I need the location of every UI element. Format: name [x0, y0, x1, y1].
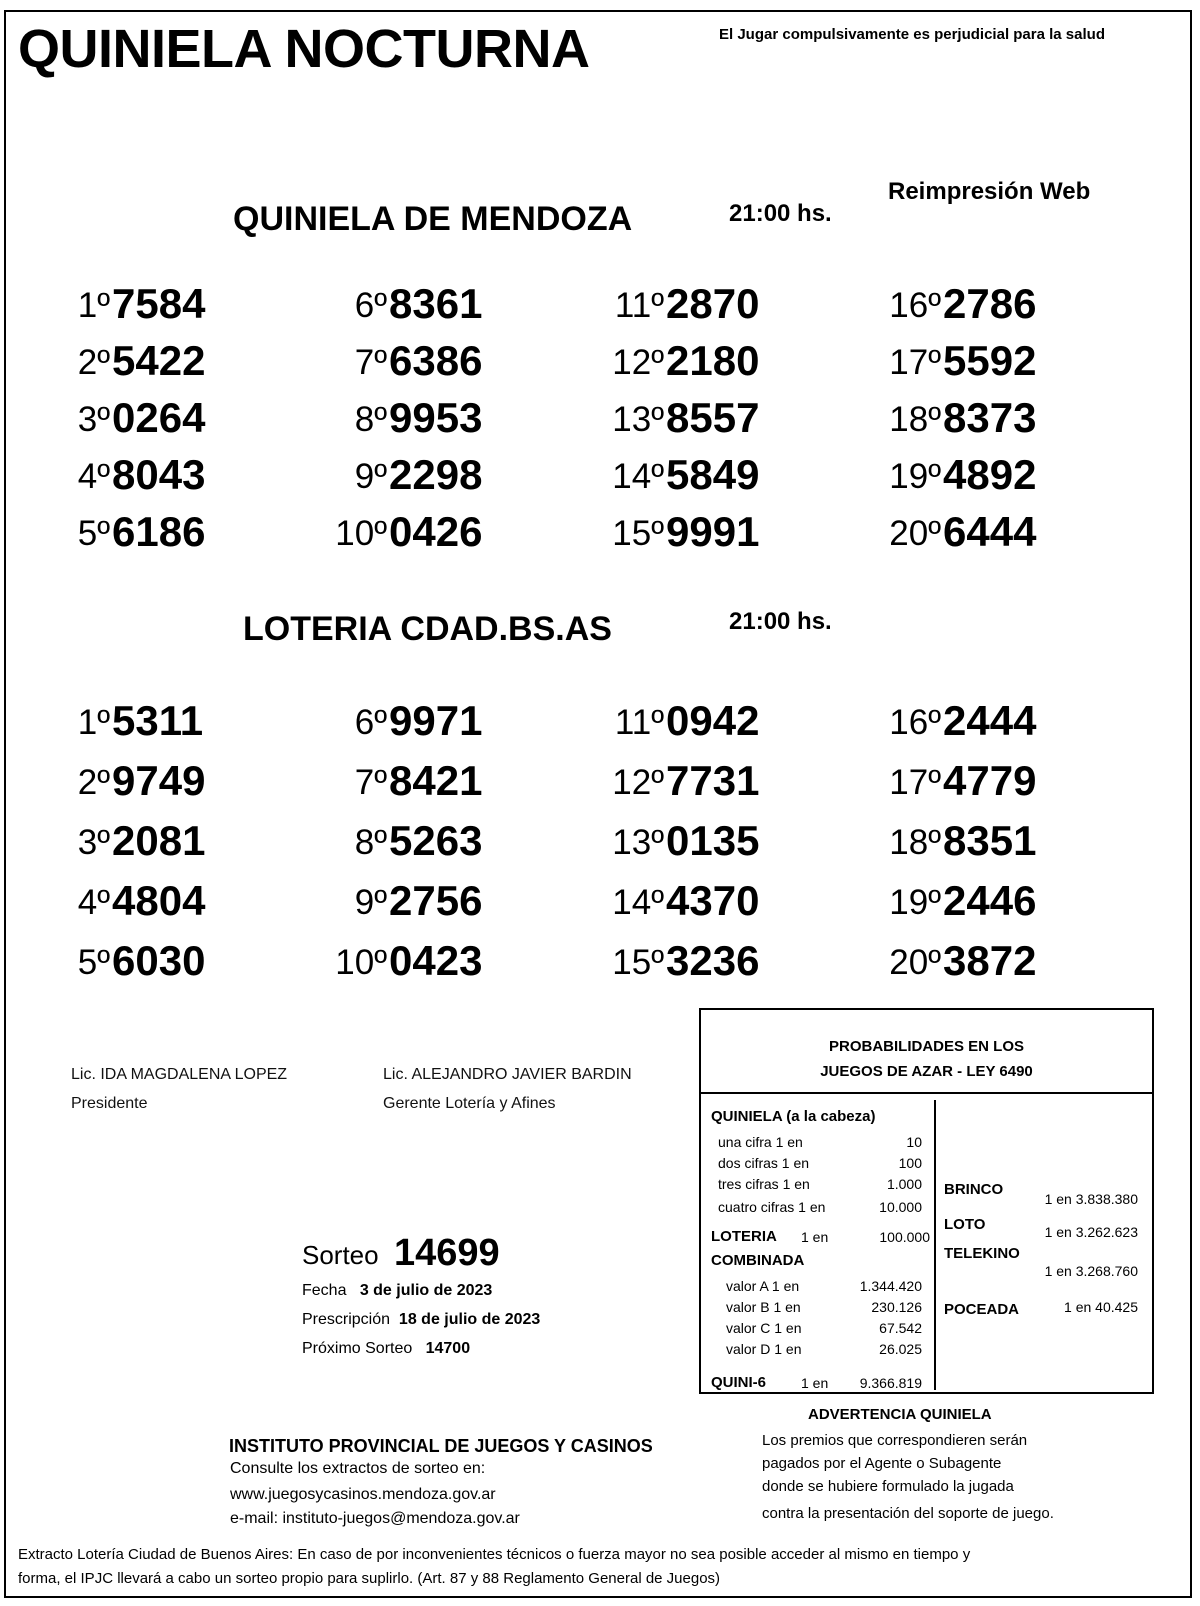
result-number: 7584 — [112, 280, 206, 327]
result-number: 9749 — [112, 757, 206, 804]
prescripcion-row — [302, 1311, 540, 1329]
combinada-prob-value: 230.126 — [871, 1299, 922, 1315]
result-number: 2180 — [666, 337, 760, 384]
result-position: 19º — [889, 883, 941, 922]
result-number: 8043 — [112, 451, 206, 498]
result-number: 6186 — [112, 508, 206, 555]
result-position: 5º — [77, 943, 110, 982]
result-position: 6º — [354, 286, 387, 325]
result-position: 10º — [335, 514, 387, 553]
sorteo-number: 14699 — [394, 1232, 500, 1274]
fecha-row — [302, 1282, 492, 1300]
quiniela-prob-value: 1.000 — [886, 1176, 922, 1192]
result-position: 18º — [889, 400, 941, 439]
advertencia-line: donde se hubiere formulado la jugada — [762, 1478, 1014, 1495]
probabilities-header — [701, 1010, 1152, 1094]
result-position: 3º — [77, 400, 110, 439]
combinada-prob-value: 26.025 — [879, 1341, 922, 1357]
manager-role: Gerente Lotería y Afines — [383, 1095, 556, 1112]
result-number: 8421 — [389, 757, 483, 804]
result-number: 2444 — [943, 697, 1037, 744]
result-position: 1º — [77, 703, 110, 742]
footer-line1: Extracto Lotería Ciudad de Buenos Aires: En caso de por inconvenientes técnicos o fuerza mayor no sea posible acceder al mismo en tiempo y — [18, 1546, 971, 1563]
result-number: 2298 — [389, 451, 483, 498]
quiniela-prob-label: dos cifras 1 en — [718, 1155, 810, 1171]
result-position: 11º — [614, 703, 664, 742]
combinada-prob-label: valor A 1 en — [726, 1278, 800, 1294]
poceada-prob-label: POCEADA — [944, 1301, 1020, 1318]
quini6-prob-value: 9.366.819 — [859, 1375, 922, 1391]
president-name: Lic. IDA MAGDALENA LOPEZ — [71, 1066, 288, 1083]
health-warning: El Jugar compulsivamente es perjudicial para la salud — [719, 26, 1105, 43]
result-position: 16º — [889, 703, 941, 742]
institute-email: e-mail: instituto-juegos@mendoza.gov.ar — [230, 1510, 520, 1527]
result-number: 2081 — [112, 817, 206, 864]
brinco-prob-value: 1 en 3.838.380 — [1044, 1191, 1138, 1207]
result-position: 6º — [354, 703, 387, 742]
loteria-prob-value: 100.000 — [879, 1229, 930, 1245]
result-position: 8º — [354, 400, 387, 439]
result-position: 4º — [77, 457, 110, 496]
result-number: 8373 — [943, 394, 1037, 441]
proximo-value: 14700 — [425, 1340, 471, 1357]
result-number: 6386 — [389, 337, 483, 384]
institute-consult: Consulte los extractos de sorteo en: — [230, 1460, 486, 1477]
reprint-label: Reimpresión Web — [888, 178, 1091, 205]
result-position: 20º — [889, 943, 941, 982]
result-number: 4892 — [943, 451, 1037, 498]
result-position: 3º — [77, 823, 110, 862]
result-number: 0264 — [112, 394, 206, 441]
result-position: 12º — [612, 763, 664, 802]
result-number: 2786 — [943, 280, 1037, 327]
probabilities-head-line1: PROBABILIDADES EN LOS — [828, 1038, 1024, 1055]
poceada-prob-value: 1 en 40.425 — [1064, 1299, 1138, 1315]
result-number: 5311 — [112, 697, 204, 744]
advertencia-line: Los premios que correspondieren serán — [762, 1432, 1028, 1449]
prescripcion-value: 18 de julio de 2023 — [398, 1311, 541, 1328]
result-position: 9º — [354, 883, 387, 922]
sorteo-label: Sorteo — [302, 1240, 379, 1270]
result-number: 8361 — [389, 280, 483, 327]
quini6-prob-en: 1 en — [801, 1375, 829, 1391]
bsas-title: LOTERIA CDAD.BS.AS — [243, 610, 612, 648]
result-position: 4º — [77, 883, 110, 922]
telekino-prob-value: 1 en 3.268.760 — [1044, 1263, 1138, 1279]
loteria-prob-label: LOTERIA — [711, 1228, 777, 1245]
result-number: 2870 — [666, 280, 760, 327]
result-number: 9991 — [666, 508, 760, 555]
advertencia-title: ADVERTENCIA QUINIELA — [808, 1406, 992, 1423]
quiniela-prob-title: QUINIELA (a la cabeza) — [711, 1108, 876, 1125]
result-number: 3236 — [666, 937, 760, 984]
quini6-prob-label: QUINI-6 — [711, 1374, 767, 1391]
result-position: 9º — [354, 457, 387, 496]
proximo-label: Próximo Sorteo — [302, 1340, 413, 1357]
result-position: 14º — [612, 457, 664, 496]
telekino-prob-label: TELEKINO — [944, 1245, 1020, 1262]
result-position: 14º — [612, 883, 664, 922]
combinada-prob-title: COMBINADA — [711, 1252, 805, 1269]
quiniela-prob-value: 10.000 — [879, 1199, 922, 1215]
result-position: 2º — [77, 343, 110, 382]
manager-name: Lic. ALEJANDRO JAVIER BARDIN — [383, 1066, 632, 1083]
loteria-prob-en: 1 en — [801, 1229, 829, 1245]
result-number: 9971 — [389, 697, 483, 744]
result-number: 4370 — [666, 877, 760, 924]
result-number: 5263 — [389, 817, 483, 864]
loto-prob-label: LOTO — [944, 1216, 986, 1233]
result-position: 19º — [889, 457, 941, 496]
result-number: 6030 — [112, 937, 206, 984]
result-number: 8351 — [943, 817, 1037, 864]
result-position: 12º — [612, 343, 664, 382]
result-position: 17º — [889, 763, 941, 802]
result-number: 5849 — [666, 451, 760, 498]
combinada-prob-label: valor C 1 en — [726, 1320, 802, 1336]
quiniela-prob-label: tres cifras 1 en — [718, 1176, 810, 1192]
result-number: 5592 — [943, 337, 1037, 384]
result-position: 13º — [612, 823, 664, 862]
result-position: 8º — [354, 823, 387, 862]
result-number: 5422 — [112, 337, 206, 384]
result-number: 9953 — [389, 394, 483, 441]
quiniela-prob-label: una cifra 1 en — [718, 1134, 803, 1150]
result-number: 6444 — [943, 508, 1037, 555]
result-number: 0426 — [389, 508, 483, 555]
probabilities-box — [699, 1008, 1154, 1394]
result-position: 5º — [77, 514, 110, 553]
advertencia-line: pagados por el Agente o Subagente — [762, 1455, 1002, 1472]
quiniela-prob-value: 10 — [906, 1134, 922, 1150]
result-position: 15º — [612, 943, 664, 982]
result-number: 7731 — [666, 757, 760, 804]
bsas-time: 21:00 hs. — [729, 608, 832, 635]
combinada-prob-label: valor D 1 en — [726, 1341, 802, 1357]
fecha-label: Fecha — [302, 1282, 347, 1299]
institute-url: www.juegosycasinos.mendoza.gov.ar — [230, 1486, 496, 1503]
president-role: Presidente — [71, 1095, 148, 1112]
result-position: 18º — [889, 823, 941, 862]
combinada-prob-value: 1.344.420 — [859, 1278, 922, 1294]
result-position: 11º — [614, 286, 664, 325]
result-number: 2446 — [943, 877, 1037, 924]
proximo-row — [302, 1340, 470, 1358]
probabilities-divider — [934, 1100, 936, 1390]
result-number: 3872 — [943, 937, 1037, 984]
quiniela-prob-label: cuatro cifras 1 en — [718, 1199, 826, 1215]
combinada-prob-label: valor B 1 en — [726, 1299, 801, 1315]
result-number: 0942 — [666, 697, 760, 744]
result-position: 13º — [612, 400, 664, 439]
advertencia-line: contra la presentación del soporte de juego. — [762, 1505, 1054, 1522]
quiniela-prob-value: 100 — [898, 1155, 922, 1171]
result-number: 8557 — [666, 394, 760, 441]
mendoza-title: QUINIELA DE MENDOZA — [233, 200, 633, 238]
result-position: 16º — [889, 286, 941, 325]
result-position: 1º — [77, 286, 110, 325]
result-position: 17º — [889, 343, 941, 382]
result-position: 2º — [77, 763, 110, 802]
mendoza-time: 21:00 hs. — [729, 200, 832, 227]
fecha-value: 3 de julio de 2023 — [359, 1282, 493, 1299]
result-number: 4779 — [943, 757, 1037, 804]
result-number: 2756 — [389, 877, 483, 924]
combinada-prob-value: 67.542 — [879, 1320, 922, 1336]
footer-line2: forma, el IPJC llevará a cabo un sorteo propio para suplirlo. (Art. 87 y 88 Reglamento General de Juegos) — [18, 1570, 721, 1587]
result-position: 7º — [354, 763, 387, 802]
brinco-prob-label: BRINCO — [944, 1181, 1004, 1198]
result-position: 7º — [354, 343, 387, 382]
institute-title: INSTITUTO PROVINCIAL DE JUEGOS Y CASINOS — [229, 1436, 653, 1456]
page-title: QUINIELA NOCTURNA — [18, 19, 590, 79]
prescripcion-label: Prescripción — [302, 1311, 391, 1328]
result-number: 0423 — [389, 937, 483, 984]
result-number: 4804 — [112, 877, 206, 924]
probabilities-head-line2: JUEGOS DE AZAR - LEY 6490 — [820, 1063, 1033, 1080]
loto-prob-value: 1 en 3.262.623 — [1044, 1224, 1138, 1240]
result-position: 10º — [335, 943, 387, 982]
result-position: 20º — [889, 514, 941, 553]
result-number: 0135 — [666, 817, 760, 864]
result-position: 15º — [612, 514, 664, 553]
